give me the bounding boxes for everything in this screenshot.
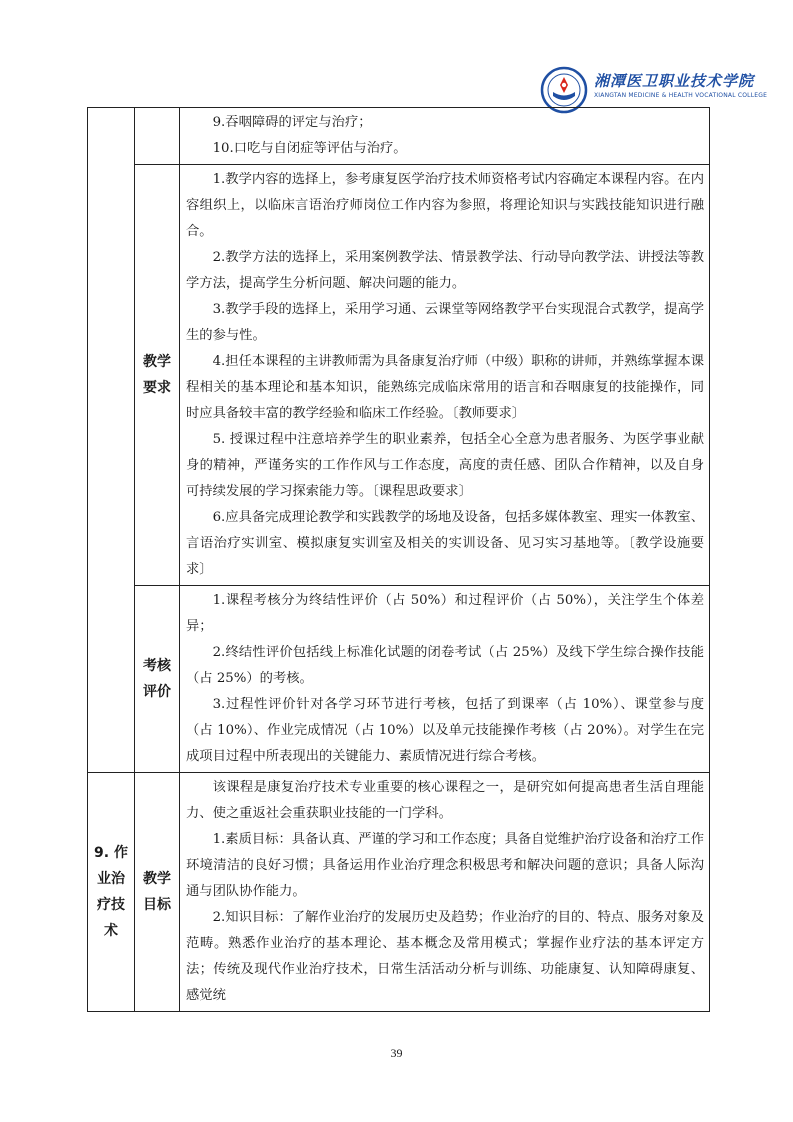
paragraph: 4.担任本课程的主讲教师需为具备康复治疗师（中级）职称的讲师，并熟练掌握本课程相关的基本理论和基本知识，能熟练完成临床常用的语言和吞咽康复的技能操作，同时应具备较丰富的教学经验和临床工作经验。〔教师要求〕 [186, 354, 704, 421]
course-name-cell: 9. 作 业治 疗技 术 [88, 773, 135, 1012]
teaching-requirements-label: 教学 要求 [135, 165, 180, 586]
paragraph: 2.教学方法的选择上，采用案例教学法、情景教学法、行动导向教学法、讲授法等教学方法，提高学生分析问题、解决问题的能力。 [186, 250, 704, 291]
label-cell-empty [135, 108, 180, 165]
table-row [88, 586, 710, 773]
paragraph: 6.应具备完成理论教学和实践教学的场地及设备，包括多媒体教室、理实一体教室、言语治疗实训室、模拟康复实训室及相关的实训设备、见习实习基地等。〔教学设施要求〕 [186, 510, 704, 577]
table-row [88, 165, 710, 586]
teaching-requirements-content [180, 165, 710, 586]
course-name-cell-prev [88, 108, 135, 773]
paragraph: 3.过程性评价针对各学习环节进行考核，包括了到课率（占 10%）、课堂参与度（占 10%）、作业完成情况（占 10%）以及单元技能操作考核（占 20%）。对学生在完成项目过程中所表现出的关键能力、素质情况进行综合考核。 [186, 697, 704, 764]
paragraph: 1.课程考核分为终结性评价（占 50%）和过程评价（占 50%），关注学生个体差异； [186, 593, 704, 634]
paragraph: 2.终结性评价包括线上标准化试题的闭卷考试（占 25%）及线下学生综合操作技能（占 25%）的考核。 [186, 645, 704, 686]
paragraph: 2.知识目标：了解作业治疗的发展历史及趋势；作业治疗的目的、特点、服务对象及范畴。熟悉作业治疗的基本理论、基本概念及常用模式；掌握作业疗法的基本评定方法；传统及现代作业治疗技术，日常生活活动分析与训练、功能康复、认知障碍康复、感觉统 [186, 910, 704, 1003]
paragraph: 9.吞咽障碍的评定与治疗； [212, 115, 372, 130]
table-row [88, 108, 710, 165]
college-name-cn: 湘潭医卫职业技术学院 [594, 72, 755, 90]
paragraph: 5. 授课过程中注意培养学生的职业素养，包括全心全意为患者服务、为医学事业献身的精神，严谨务实的工作作风与工作态度，高度的责任感、团队合作精神，以及自身可持续发展的学习探索能力等。〔课程思政要求〕 [186, 432, 704, 499]
paragraph: 10.口吃与自闭症等评估与治疗。 [212, 141, 407, 156]
assessment-label: 考核 评价 [135, 586, 180, 773]
page-number: 39 [390, 1046, 403, 1060]
teaching-goals-content [180, 773, 710, 1012]
paragraph: 该课程是康复治疗技术专业重要的核心课程之一，是研究如何提高患者生活自理能力、使之重返社会重获职业技能的一门学科。 [186, 780, 704, 821]
paragraph: 1.素质目标：具备认真、严谨的学习和工作态度；具备自觉维护治疗设备和治疗工作环境清洁的良好习惯；具备运用作业治疗理念积极思考和解决问题的意识；具备人际沟通与团队协作能力。 [186, 832, 704, 899]
course-table [87, 107, 710, 1012]
teaching-goals-label: 教学 目标 [135, 773, 180, 1012]
table-row [88, 773, 710, 1012]
college-name-en: XIANGTAN MEDICINE & HEALTH VOCATIONAL COLLEGE [594, 92, 768, 99]
assessment-content [180, 586, 710, 773]
content-continued-cell [180, 108, 710, 165]
paragraph: 3.教学手段的选择上，采用学习通、云课堂等网络教学平台实现混合式教学，提高学生的参与性。 [186, 302, 704, 343]
paragraph: 1.教学内容的选择上，参考康复医学治疗技术师资格考试内容确定本课程内容。在内容组织上，以临床言语治疗师岗位工作内容为参照，将理论知识与实践技能知识进行融合。 [186, 172, 704, 239]
